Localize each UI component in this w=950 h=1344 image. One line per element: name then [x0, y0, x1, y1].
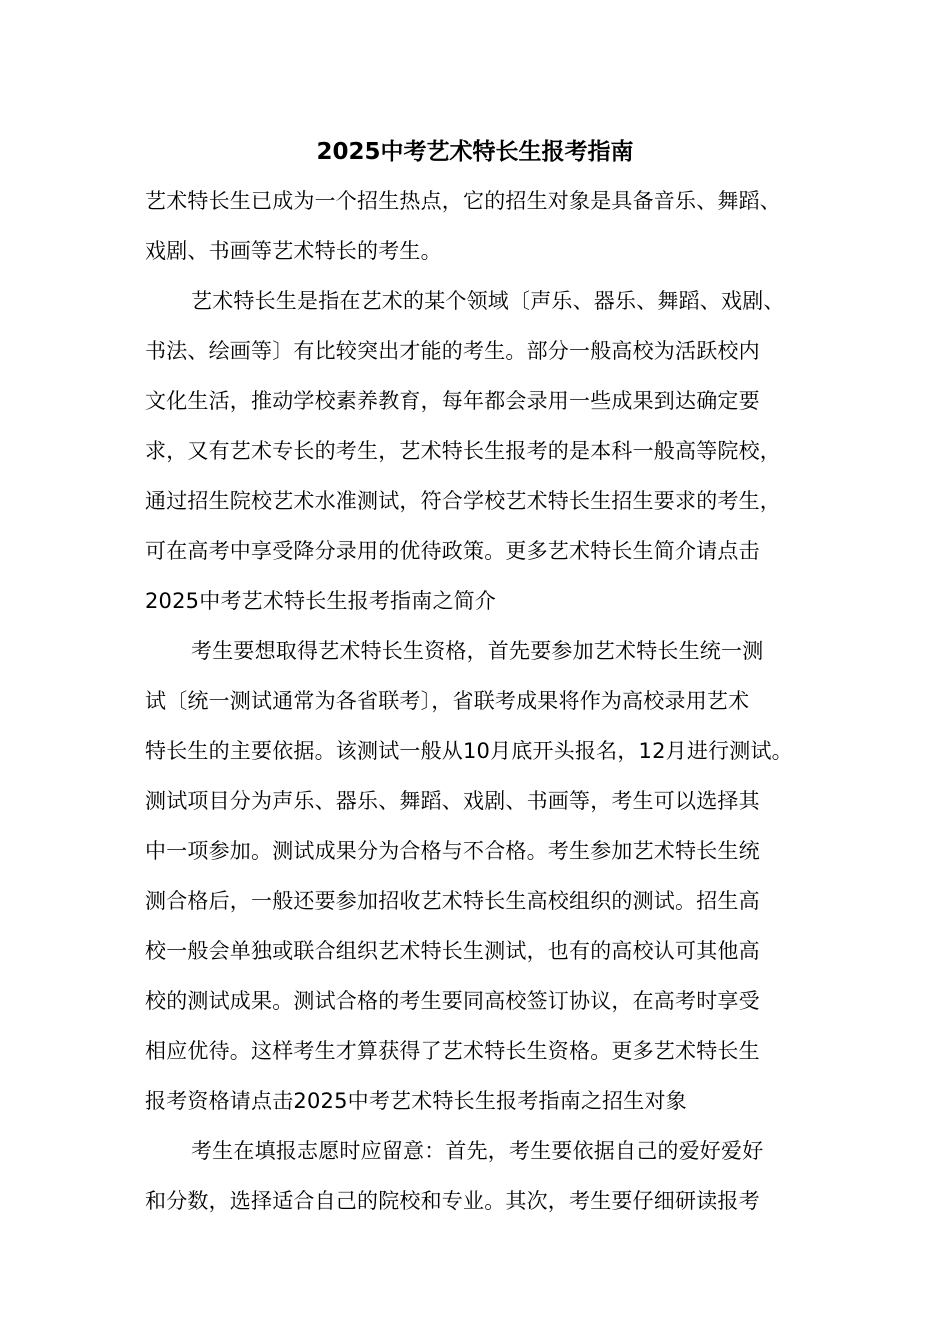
body-line: 报考资格请点击2025中考艺术特长生报考指南之招生对象: [145, 1089, 687, 1113]
body-line: 试〔统一测试通常为各省联考〕，省联考成果将作为高校录用艺术: [145, 689, 750, 713]
document-title: 2025中考艺术特长生报考指南: [316, 139, 634, 165]
body-line: 可在高考中享受降分录用的优待政策。更多艺术特长生简介请点击: [145, 539, 760, 563]
body-line: 中一项参加。测试成果分为合格与不合格。考生参加艺术特长生统: [145, 839, 760, 863]
body-line: 2025中考艺术特长生报考指南之简介: [145, 589, 497, 613]
body-line: 戏剧、书画等艺术特长的考生。: [145, 239, 442, 263]
document-body: [145, 176, 835, 1226]
body-line: 求，又有艺术专长的考生，艺术特长生报考的是本科一般高等院校，: [145, 439, 781, 463]
body-line: 相应优待。这样考生才算获得了艺术特长生资格。更多艺术特长生: [145, 1039, 760, 1063]
body-line: 文化生活，推动学校素养教育，每年都会录用一些成果到达确定要: [145, 389, 760, 413]
body-line: 和分数，选择适合自己的院校和专业。其次，考生要仔细研读报考: [145, 1189, 760, 1213]
body-line: 考生在填报志愿时应留意：首先，考生要依据自己的爱好爱好: [191, 1139, 764, 1163]
body-line: 测试项目分为声乐、器乐、舞蹈、戏剧、书画等，考生可以选择其: [145, 789, 760, 813]
body-line: 书法、绘画等〕有比较突出才能的考生。部分一般高校为活跃校内: [145, 339, 760, 363]
body-line: 通过招生院校艺术水准测试，符合学校艺术特长生招生要求的考生，: [145, 489, 781, 513]
body-line: 艺术特长生是指在艺术的某个领域〔声乐、器乐、舞蹈、戏剧、: [191, 289, 785, 313]
body-line: 校一般会单独或联合组织艺术特长生测试，也有的高校认可其他高: [145, 939, 760, 963]
body-line: 艺术特长生已成为一个招生热点，它的招生对象是具备音乐、舞蹈、: [145, 189, 781, 213]
body-line: 校的测试成果。测试合格的考生要同高校签订协议，在高考时享受: [145, 989, 760, 1013]
body-line: 考生要想取得艺术特长生资格，首先要参加艺术特长生统一测: [191, 639, 764, 663]
body-line: 测合格后，一般还要参加招收艺术特长生高校组织的测试。招生高: [145, 889, 760, 913]
body-line: 特长生的主要依据。该测试一般从10月底开头报名，12月进行测试。: [145, 739, 793, 763]
